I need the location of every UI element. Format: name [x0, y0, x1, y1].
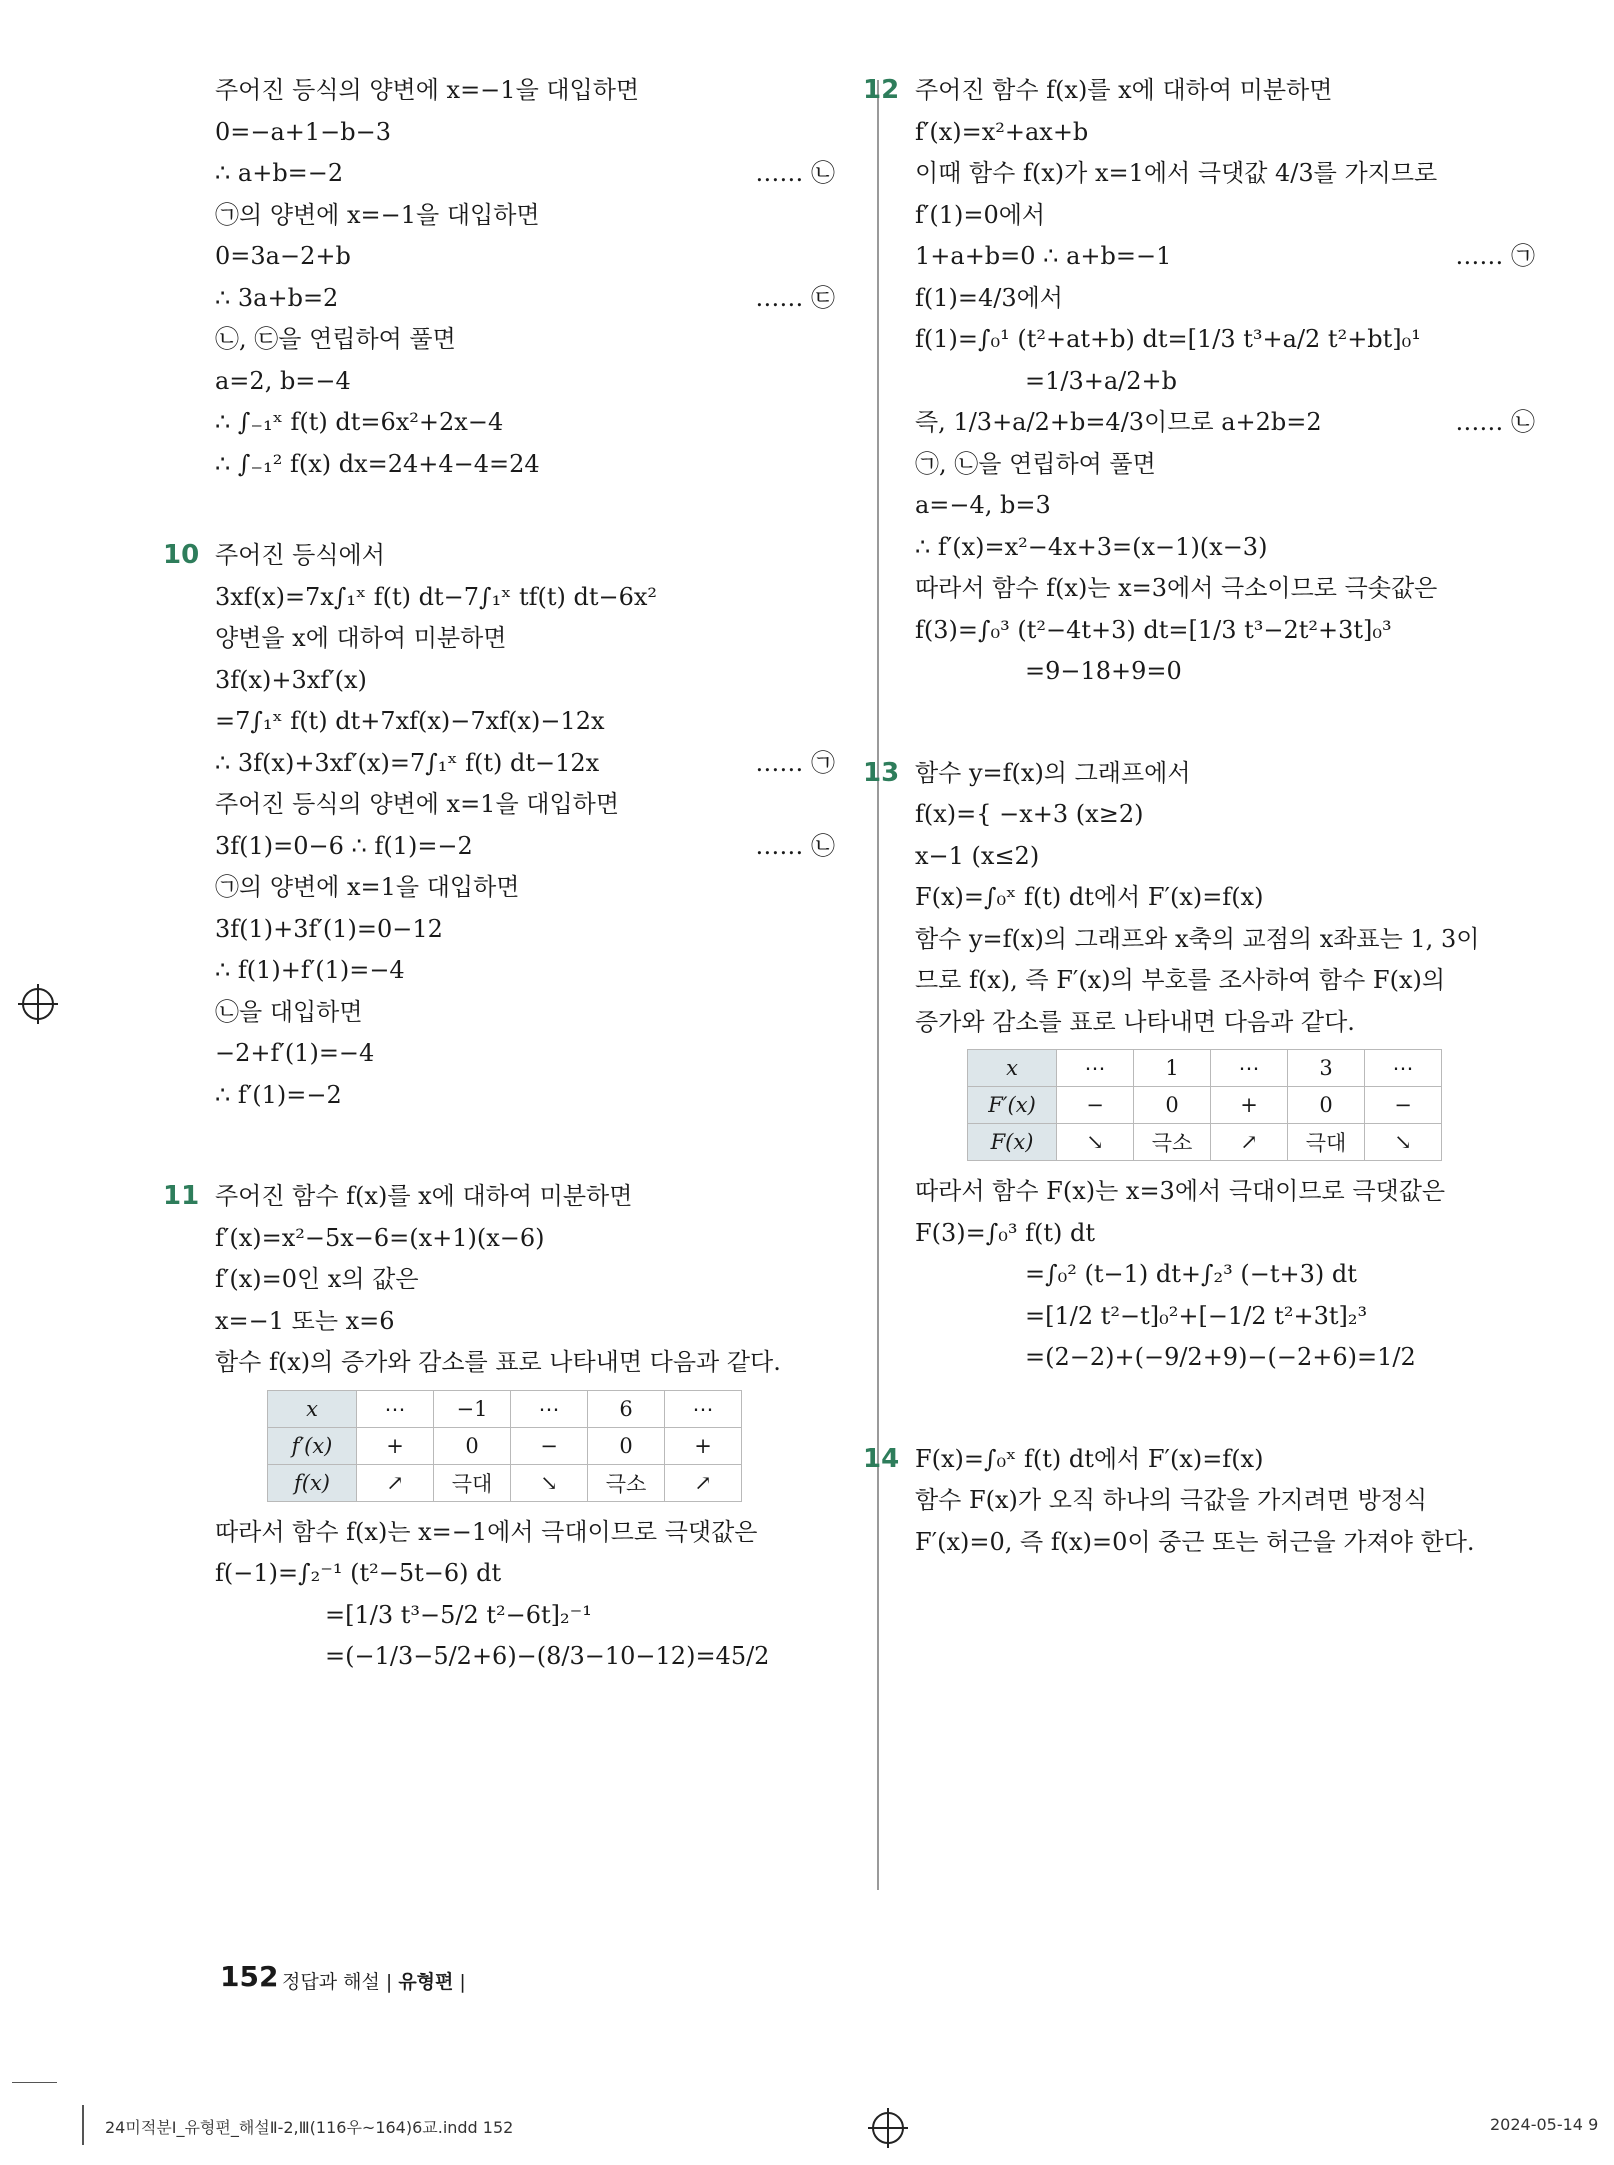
registration-mark-icon — [872, 2112, 904, 2144]
solution-line-text: −2+f′(1)=−4 — [215, 1039, 375, 1067]
solution-line-text: =∫₀² (t−1) dt+∫₂³ (−t+3) dt — [1025, 1260, 1357, 1288]
solution-line — [215, 402, 855, 444]
solution-line-text: f(1)=∫₀¹ (t²+at+b) dt=[1/3 t³+a/2 t²+bt]₀¹ — [915, 325, 1421, 353]
solution-line-text: =[1/2 t²−t]₀²+[−1/2 t²+3t]₂³ — [1025, 1301, 1368, 1330]
solution-line — [915, 960, 1555, 1002]
solution-line-text: 주어진 등식의 양변에 x=1을 대입하면 — [215, 790, 620, 818]
solution-line — [915, 651, 1555, 693]
solution-line-text: f(1)=4/3에서 — [915, 283, 1063, 312]
footer-sep: | — [385, 1971, 393, 1993]
solution-line — [915, 610, 1555, 652]
solution-line — [215, 660, 855, 702]
footer-label — [282, 1967, 466, 1994]
solution-line — [215, 618, 855, 660]
solution-line-text: ㉠의 양변에 x=−1을 대입하면 — [215, 200, 540, 229]
solution-line-text: 따라서 함수 f(x)는 x=3에서 극소이므로 극솟값은 — [915, 574, 1438, 602]
solution-line-text: 증가와 감소를 표로 나타내면 다음과 같다. — [915, 1007, 1355, 1036]
table-cell: ⋯ — [665, 1390, 742, 1427]
solution-line — [215, 577, 855, 619]
table-cell: ↗ — [357, 1464, 434, 1501]
table-cell: 0 — [434, 1427, 511, 1464]
solution-line — [215, 278, 855, 320]
table-row-header: F′(x) — [968, 1087, 1057, 1124]
solution-line — [215, 1218, 855, 1260]
problem-14 — [863, 1439, 1555, 1564]
problem-number: 11 — [163, 1181, 200, 1211]
solution-line — [915, 1002, 1555, 1044]
problem-12 — [863, 70, 1555, 693]
table-cell: 극대 — [434, 1464, 511, 1501]
footer-section: 유형편 — [398, 1971, 454, 1993]
solution-line-text: 3f(1)+3f′(1)=0−12 — [215, 914, 443, 943]
solution-line-text: F(x)=∫₀ˣ f(t) dt에서 F′(x)=f(x) — [915, 1444, 1264, 1473]
solution-line-text: =1/3+a/2+b — [1025, 366, 1177, 395]
left-column — [163, 70, 855, 1678]
solution-line — [215, 195, 855, 237]
solution-line — [915, 1171, 1555, 1213]
solution-line-text: 3xf(x)=7x∫₁ˣ f(t) dt−7∫₁ˣ tf(t) dt−6x² — [215, 582, 658, 611]
increase-decrease-table — [967, 1049, 1442, 1161]
solution-line-text: 3f(x)+3xf′(x) — [215, 665, 367, 694]
solution-line — [215, 153, 855, 195]
footer-text: 정답과 해설 — [282, 1971, 380, 1993]
table-cell: + — [665, 1427, 742, 1464]
solution-line — [215, 701, 855, 743]
solution-line — [915, 195, 1555, 237]
solution-line-text: 0=−a+1−b−3 — [215, 117, 392, 146]
solution-line — [215, 444, 855, 486]
solution-line — [215, 319, 855, 361]
table-cell: ↘ — [511, 1464, 588, 1501]
solution-line-text: a=−4, b=3 — [915, 491, 1051, 519]
solution-line — [215, 361, 855, 403]
problem-number: 12 — [863, 75, 900, 105]
equation-marker: …… ㉠ — [755, 748, 835, 777]
table-cell: 극대 — [1288, 1124, 1365, 1161]
table-cell: 3 — [1288, 1050, 1365, 1087]
solution-line-text: 주어진 등식의 양변에 x=−1을 대입하면 — [215, 76, 640, 104]
solution-line — [215, 1033, 855, 1075]
solution-line — [215, 909, 855, 951]
table-cell: ⋯ — [511, 1390, 588, 1427]
problem-number: 13 — [863, 757, 900, 788]
solution-line — [915, 1254, 1555, 1296]
table-cell: 6 — [588, 1390, 665, 1427]
solution-line — [215, 1636, 855, 1678]
solution-line — [915, 1296, 1555, 1338]
solution-line-text: =7∫₁ˣ f(t) dt+7xf(x)−7xf(x)−12x — [215, 707, 605, 735]
solution-line-text: f(x)={ −x+3 (x≥2) — [915, 800, 1144, 828]
solution-line — [215, 1553, 855, 1595]
solution-line-text: 3f(1)=0−6 ∴ f(1)=−2 — [215, 831, 473, 860]
registration-mark-icon — [22, 988, 54, 1020]
solution-line-text: f′(x)=0인 x의 값은 — [215, 1265, 419, 1293]
solution-line — [915, 1480, 1555, 1522]
solution-line-text: f′(x)=x²−5x−6=(x+1)(x−6) — [215, 1223, 545, 1252]
solution-line-text: ∴ ∫₋₁² f(x) dx=24+4−4=24 — [215, 449, 540, 478]
solution-line-text: 따라서 함수 f(x)는 x=−1에서 극대이므로 극댓값은 — [215, 1517, 758, 1546]
table-row-header: x — [968, 1050, 1057, 1087]
solution-line-text: 함수 f(x)의 증가와 감소를 표로 나타내면 다음과 같다. — [215, 1348, 781, 1376]
solution-line — [215, 743, 855, 785]
table-row — [968, 1124, 1442, 1161]
table-cell: − — [511, 1427, 588, 1464]
solution-line — [915, 919, 1555, 961]
solution-line — [215, 535, 855, 577]
table-row-header: f(x) — [268, 1464, 357, 1501]
solution-line — [915, 527, 1555, 569]
table-cell: ⋯ — [1211, 1050, 1288, 1087]
table-row-header: x — [268, 1390, 357, 1427]
table-cell: ⋯ — [1365, 1050, 1442, 1087]
solution-line — [915, 444, 1555, 486]
table-cell: 0 — [1288, 1087, 1365, 1124]
solution-line-text: 므로 f(x), 즉 F′(x)의 부호를 조사하여 함수 F(x)의 — [915, 966, 1446, 994]
table-cell: ↗ — [665, 1464, 742, 1501]
solution-line-text: F′(x)=0, 즉 f(x)=0이 중근 또는 허근을 가져야 한다. — [915, 1527, 1475, 1556]
solution-line-text: ∴ 3a+b=2 — [215, 283, 339, 312]
solution-line — [215, 1176, 855, 1218]
solution-line-text: 이때 함수 f(x)가 x=1에서 극댓값 4/3를 가지므로 — [915, 159, 1438, 187]
solution-line-text: F(3)=∫₀³ f(t) dt — [915, 1218, 1096, 1247]
solution-line — [215, 826, 855, 868]
solution-line — [915, 1522, 1555, 1564]
solution-line-text: ∴ f′(x)=x²−4x+3=(x−1)(x−3) — [915, 532, 1268, 561]
table-cell: 극소 — [1134, 1124, 1211, 1161]
solution-line-text: f′(1)=0에서 — [915, 200, 1046, 229]
solution-line-text: =[1/3 t³−5/2 t²−6t]₂⁻¹ — [325, 1600, 592, 1629]
table-cell: ⋯ — [357, 1390, 434, 1427]
solution-line — [215, 70, 855, 112]
solution-line — [215, 1342, 855, 1384]
solution-line-text: a=2, b=−4 — [215, 366, 351, 395]
solution-line — [215, 112, 855, 154]
solution-line — [915, 1213, 1555, 1255]
table-cell: + — [1211, 1087, 1288, 1124]
solution-line — [215, 1075, 855, 1117]
solution-line — [915, 877, 1555, 919]
solution-line-text: 주어진 함수 f(x)를 x에 대하여 미분하면 — [915, 76, 1333, 104]
table-cell: − — [1057, 1087, 1134, 1124]
problem-11 — [163, 1176, 855, 1678]
solution-line-text: 양변을 x에 대하여 미분하면 — [215, 624, 507, 652]
column-divider — [877, 80, 879, 1890]
slug-date: 2024-05-14 9 — [1490, 2115, 1599, 2134]
solution-line-text: ㉠의 양변에 x=1을 대입하면 — [215, 873, 520, 901]
slug-bar — [82, 2105, 84, 2145]
table-row — [268, 1390, 742, 1427]
solution-line — [915, 112, 1555, 154]
solution-line-text: ∴ f(1)+f′(1)=−4 — [215, 956, 405, 984]
table-cell: 0 — [1134, 1087, 1211, 1124]
equation-marker: …… ㉢ — [755, 283, 835, 312]
solution-line-text: ∴ 3f(x)+3xf′(x)=7∫₁ˣ f(t) dt−12x — [215, 748, 600, 777]
solution-line-text: ㉠, ㉡을 연립하여 풀면 — [915, 449, 1156, 478]
solution-line — [915, 485, 1555, 527]
table-cell: ↗ — [1211, 1124, 1288, 1161]
solution-line — [215, 950, 855, 992]
slug-filename: 24미적분Ⅰ_유형편_해설Ⅱ-2,Ⅲ(116우~164)6교.indd 152 — [105, 2118, 514, 2137]
problem-number: 14 — [863, 1443, 900, 1474]
equation-marker: …… ㉡ — [1455, 408, 1535, 436]
solution-line-text: ㉡, ㉢을 연립하여 풀면 — [215, 325, 456, 353]
solution-line-text: x=−1 또는 x=6 — [215, 1306, 395, 1335]
equation-marker: …… ㉡ — [755, 159, 835, 187]
solution-line-text: 함수 F(x)가 오직 하나의 극값을 가지려면 방정식 — [915, 1486, 1427, 1514]
solution-line-text: 1+a+b=0 ∴ a+b=−1 — [915, 242, 1172, 270]
problem-number: 10 — [163, 540, 200, 570]
solution-line-text: 주어진 등식에서 — [215, 541, 385, 569]
problem-10 — [163, 535, 855, 1116]
increase-decrease-table — [267, 1390, 742, 1502]
solution-line-text: 0=3a−2+b — [215, 242, 351, 270]
solution-line-text: =(2−2)+(−9/2+9)−(−2+6)=1/2 — [1025, 1343, 1416, 1371]
solution-line — [215, 867, 855, 909]
solution-line-text: 함수 y=f(x)의 그래프에서 — [915, 758, 1191, 787]
solution-line-text: ∴ f′(1)=−2 — [215, 1080, 342, 1109]
problem-13 — [863, 753, 1555, 1379]
table-row — [968, 1050, 1442, 1087]
table-cell: ↘ — [1365, 1124, 1442, 1161]
table-row-header: F(x) — [968, 1124, 1057, 1161]
footer-sep-2: | — [459, 1971, 466, 1993]
solution-line — [915, 153, 1555, 195]
solution-line — [915, 278, 1555, 320]
trim-mark — [12, 2082, 57, 2083]
table-row — [268, 1427, 742, 1464]
solution-line — [915, 361, 1555, 403]
table-row — [268, 1464, 742, 1501]
table-cell: 1 — [1134, 1050, 1211, 1087]
table-row-header: f′(x) — [268, 1427, 357, 1464]
solution-line — [915, 70, 1555, 112]
solution-line — [215, 784, 855, 826]
table-cell: − — [1365, 1087, 1442, 1124]
equation-marker: …… ㉠ — [1455, 242, 1535, 270]
solution-line — [915, 402, 1555, 444]
solution-line-text: ㉡을 대입하면 — [215, 997, 363, 1026]
right-column — [863, 70, 1555, 1563]
solution-line-text: 주어진 함수 f(x)를 x에 대하여 미분하면 — [215, 1182, 633, 1210]
solution-line-text: ∴ a+b=−2 — [215, 159, 344, 187]
solution-line — [915, 753, 1555, 795]
solution-line-text: f′(x)=x²+ax+b — [915, 117, 1089, 146]
solution-line — [215, 1259, 855, 1301]
solution-line — [915, 319, 1555, 361]
solution-line — [215, 1512, 855, 1554]
table-cell: −1 — [434, 1390, 511, 1427]
solution-line-text: x−1 (x≤2) — [915, 841, 1040, 870]
solution-line-text: =9−18+9=0 — [1025, 657, 1182, 685]
table-cell: ↘ — [1057, 1124, 1134, 1161]
solution-line-text: ∴ ∫₋₁ˣ f(t) dt=6x²+2x−4 — [215, 408, 504, 436]
table-cell: ⋯ — [1057, 1050, 1134, 1087]
equation-marker: …… ㉡ — [755, 831, 835, 860]
solution-line — [915, 836, 1555, 878]
solution-line — [915, 236, 1555, 278]
solution-line — [915, 568, 1555, 610]
solution-line — [215, 992, 855, 1034]
solution-line-text: =(−1/3−5/2+6)−(8/3−10−12)=45/2 — [325, 1642, 770, 1670]
table-cell: + — [357, 1427, 434, 1464]
solution-line-text: f(−1)=∫₂⁻¹ (t²−5t−6) dt — [215, 1559, 502, 1587]
page-number: 152 — [220, 1960, 279, 1993]
table-row — [968, 1087, 1442, 1124]
solution-line-text: 함수 y=f(x)의 그래프와 x축의 교점의 x좌표는 1, 3이 — [915, 924, 1480, 953]
solution-line-text: F(x)=∫₀ˣ f(t) dt에서 F′(x)=f(x) — [915, 883, 1264, 911]
solution-line-text: 따라서 함수 F(x)는 x=3에서 극대이므로 극댓값은 — [915, 1177, 1446, 1205]
problem-9-continuation — [215, 70, 855, 485]
solution-line-text: f(3)=∫₀³ (t²−4t+3) dt=[1/3 t³−2t²+3t]₀³ — [915, 615, 1392, 644]
table-cell: 0 — [588, 1427, 665, 1464]
solution-line — [215, 236, 855, 278]
table-cell: 극소 — [588, 1464, 665, 1501]
solution-line — [915, 1439, 1555, 1481]
solution-line — [915, 1337, 1555, 1379]
solution-line — [215, 1595, 855, 1637]
solution-line — [915, 794, 1555, 836]
solution-line — [215, 1301, 855, 1343]
solution-line-text: 즉, 1/3+a/2+b=4/3이므로 a+2b=2 — [915, 408, 1322, 436]
